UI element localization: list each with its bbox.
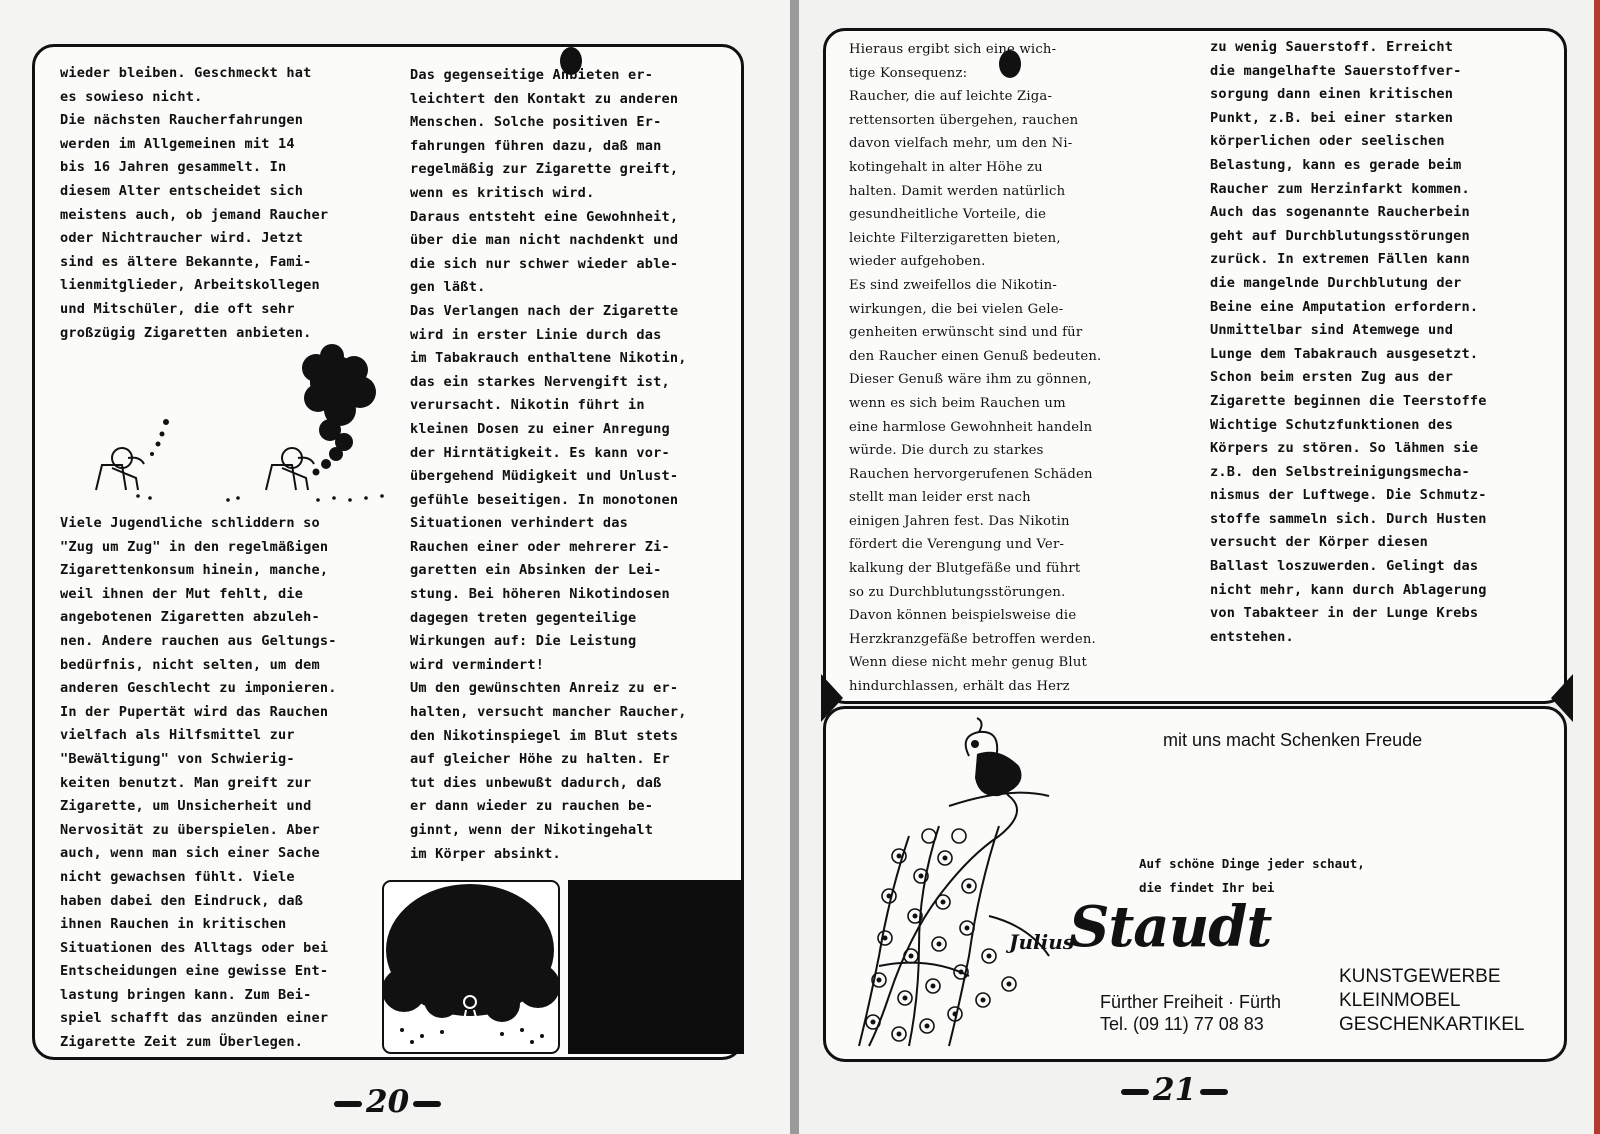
text-line: Wenn diese nicht mehr genug Blut (849, 655, 1088, 671)
left-column1-bottom (60, 512, 380, 1055)
text-line: ihnen Rauchen in kritischen (60, 916, 287, 933)
text-line: gesundheitliche Vorteile, die (849, 207, 1047, 223)
text-line: Belastung, kann es gerade beim (1210, 156, 1462, 173)
text-line: versucht der Körper diesen (1210, 534, 1428, 551)
text-line: die sich nur schwer wieder able- (410, 255, 679, 272)
logo-first-name: Julius (1009, 930, 1074, 954)
text-line: wirkungen, die bei vielen Gele- (849, 301, 1064, 317)
text-line: das ein starkes Nervengift ist, (410, 373, 670, 390)
peacock-illustration (849, 716, 1109, 1052)
text-line: wenn es kritisch wird. (410, 184, 595, 201)
text-line: angebotenen Zigaretten abzuleh- (60, 609, 320, 626)
ad-verse-line1: Auf schöne Dinge jeder schaut, (1139, 856, 1365, 871)
text-line: sorgung dann einen kritischen (1210, 86, 1454, 103)
text-line: übergehend Müdigkeit und Unlust- (410, 468, 679, 485)
text-line: davon vielfach mehr, um den Ni- (849, 136, 1073, 152)
text-line: über die man nicht nachdenkt und (410, 232, 679, 249)
text-line: von Tabakteer in der Lunge Krebs (1210, 605, 1479, 622)
text-line: Dieser Genuß wäre ihm zu gönnen, (849, 372, 1092, 388)
text-line: stoffe sammeln sich. Durch Husten (1210, 510, 1487, 527)
text-line: entstehen. (1210, 628, 1294, 645)
text-line: Wirkungen auf: Die Leistung (410, 633, 637, 650)
text-line: spiel schafft das anzünden einer (60, 1010, 329, 1027)
text-line: Körpers zu stören. So lähmen sie (1210, 440, 1479, 457)
text-line: halten. Damit werden natürlich (849, 183, 1066, 199)
text-line: geht auf Durchblutungsstörungen (1210, 227, 1470, 244)
text-line: es sowieso nicht. (60, 88, 203, 105)
text-line: wird in erster Linie durch das (410, 326, 662, 343)
staudt-logo (1009, 894, 1299, 976)
text-line: meistens auch, ob jemand Raucher (60, 206, 329, 223)
text-line: kleinen Dosen zu einer Anregung (410, 420, 670, 437)
text-line: Entscheidungen eine gewisse Ent- (60, 963, 329, 980)
right-column2 (1210, 36, 1560, 649)
text-line: bis 16 Jahren gesammelt. In (60, 159, 287, 176)
text-line: "Zug um Zug" in den regelmäßigen (60, 538, 329, 555)
text-line: z.B. den Selbstreinigungsmecha- (1210, 463, 1470, 480)
left-page (0, 0, 790, 1134)
text-line: Zigarette, um Unsicherheit und (60, 798, 312, 815)
text-line: auf gleicher Höhe zu halten. Er (410, 751, 670, 768)
text-line: Situationen des Alltags oder bei (60, 939, 329, 956)
page-number-right (1117, 1072, 1232, 1108)
dash-icon (1121, 1089, 1149, 1095)
text-line: leichtert den Kontakt zu anderen (410, 90, 679, 107)
text-line: nicht mehr, kann durch Ablagerung (1210, 581, 1487, 598)
left-column1-top (60, 62, 380, 345)
text-line: den Nikotinspiegel im Blut stets (410, 727, 679, 744)
text-line: wird vermindert! (410, 656, 545, 673)
text-line: wieder aufgehoben. (849, 254, 986, 270)
text-line: Es sind zweifellos die Nikotin- (849, 277, 1057, 293)
text-line: verursacht. Nikotin führt in (410, 397, 645, 414)
dash-icon (334, 1101, 362, 1107)
ad-category-1: KUNSTGEWERBE (1339, 966, 1501, 987)
text-line: Rauchen einer oder mehrerer Zi- (410, 538, 670, 555)
right-page (799, 0, 1600, 1134)
text-line: nen. Andere rauchen aus Geltungs- (60, 632, 337, 649)
text-line: nicht gewachsen fühlt. Viele (60, 868, 295, 885)
text-line: im Körper absinkt. (410, 845, 561, 862)
smoker-cartoon (78, 340, 398, 510)
text-line: körperlichen oder seelischen (1210, 133, 1445, 150)
page-number-text: 20 (366, 1084, 410, 1120)
ad-address: Fürther Freiheit · Fürth (1100, 992, 1282, 1012)
text-line: Punkt, z.B. bei einer starken (1210, 109, 1454, 126)
text-line: Rauchen hervorgerufenen Schäden (849, 466, 1093, 482)
text-line: keiten benutzt. Man greift zur (60, 774, 312, 791)
text-line: Davon können beispielsweise die (849, 608, 1077, 624)
text-line: rettensorten übergehen, rauchen (849, 112, 1079, 128)
left-column2 (410, 64, 740, 866)
text-line: hindurchlassen, erhält das Herz (849, 679, 1070, 695)
text-line: Situationen verhindert das (410, 515, 628, 532)
text-line: würde. Die durch zu starkes (849, 443, 1044, 459)
tree-cartoon (382, 880, 560, 1054)
text-line: Hieraus ergibt sich eine wich- (849, 42, 1057, 57)
text-line: bedürfnis, nicht selten, um dem (60, 656, 320, 673)
text-line: Raucher, die auf leichte Ziga- (849, 89, 1053, 105)
text-line: eine harmlose Gewohnheit handeln (849, 419, 1093, 435)
text-line: anderen Geschlecht zu imponieren. (60, 680, 337, 697)
text-line: halten, versucht mancher Raucher, (410, 704, 687, 721)
text-line: die mangelnde Durchblutung der (1210, 274, 1462, 291)
text-line: haben dabei den Eindruck, daß (60, 892, 304, 909)
text-line: dagegen treten gegenteilige (410, 609, 637, 626)
text-line: Zigarette Zeit zum Überlegen. (60, 1034, 304, 1051)
text-line: Zigarette beginnen die Teerstoffe (1210, 392, 1487, 409)
text-line: Daraus entsteht eine Gewohnheit, (410, 208, 679, 225)
ad-slogan: mit uns macht Schenken Freude (1163, 730, 1423, 750)
ad-verse-line2: die findet Ihr bei (1139, 880, 1275, 895)
text-line: Viele Jugendliche schliddern so (60, 515, 320, 531)
text-line: im Tabakrauch enthaltene Nikotin, (410, 350, 687, 367)
text-line: oder Nichtraucher wird. Jetzt (60, 230, 304, 247)
ad-category-2: KLEINMOBEL (1339, 990, 1461, 1011)
text-line: Raucher zum Herzinfarkt kommen. (1210, 180, 1470, 197)
text-line: einigen Jahren fest. Das Nikotin (849, 513, 1070, 529)
text-line: so zu Durchblutungsstörungen. (849, 584, 1066, 600)
text-line: ginnt, wenn der Nikotingehalt (410, 822, 654, 838)
ad-phone: Tel. (09 11) 77 08 83 (1100, 1014, 1264, 1034)
black-box-graphic (568, 880, 744, 1054)
text-line: Lunge dem Tabakrauch ausgesetzt. (1210, 345, 1479, 362)
text-line: Das gegenseitige Anbieten er- (410, 67, 654, 83)
text-line: garetten ein Absinken der Lei- (410, 562, 662, 579)
text-line: Schon beim ersten Zug aus der (1210, 369, 1454, 386)
text-line: vielfach als Hilfsmittel zur (60, 727, 295, 744)
dash-icon (413, 1101, 441, 1107)
page-edge-red (1594, 0, 1600, 1134)
text-line: zurück. In extremen Fällen kann (1210, 251, 1470, 268)
page-number-left (330, 1084, 445, 1120)
text-line: Ballast loszuwerden. Gelingt das (1210, 558, 1479, 575)
text-line: den Raucher einen Genuß bedeuten. (849, 348, 1102, 364)
text-line: Herzkranzgefäße betroffen werden. (849, 631, 1096, 647)
text-line: Die nächsten Raucherfahrungen (60, 112, 304, 129)
text-line: genheiten erwünscht sind und für (849, 325, 1083, 341)
text-line: Beine eine Amputation erfordern. (1210, 298, 1479, 315)
text-line: kalkung der Blutgefäße und führt (849, 561, 1081, 577)
text-line: tut dies unbewußt dadurch, daß (410, 774, 662, 791)
text-line: Zigarettenkonsum hinein, manche, (60, 562, 329, 579)
text-line: In der Pupertät wird das Rauchen (60, 703, 329, 720)
text-line: Unmittelbar sind Atemwege und (1210, 322, 1454, 339)
book-gutter (790, 0, 799, 1134)
text-line: sind es ältere Bekannte, Fami- (60, 253, 312, 270)
right-column1 (849, 38, 1199, 699)
text-line: tige Konsequenz: (849, 65, 968, 81)
text-line: lienmitglieder, Arbeitskollegen (60, 277, 320, 294)
text-line: gefühle beseitigen. In monotonen (410, 491, 679, 508)
text-line: fahrungen führen dazu, daß man (410, 137, 662, 154)
text-line: wenn es sich beim Rauchen um (849, 395, 1066, 411)
text-line: auch, wenn man sich einer Sache (60, 845, 320, 862)
text-line: stung. Bei höheren Nikotindosen (410, 586, 670, 603)
text-line: diesem Alter entscheidet sich (60, 182, 304, 199)
text-line: Wichtige Schutzfunktionen des (1210, 416, 1454, 433)
dash-icon (1200, 1089, 1228, 1095)
ad-category-3: GESCHENKARTIKEL (1339, 1014, 1525, 1035)
text-line: weil ihnen der Mut fehlt, die (60, 585, 304, 602)
page-number-text: 21 (1153, 1072, 1197, 1108)
text-line: zu wenig Sauerstoff. Erreicht (1210, 39, 1454, 55)
text-line: "Bewältigung" von Schwierig- (60, 750, 295, 767)
text-line: die mangelhafte Sauerstoffver- (1210, 62, 1462, 79)
text-line: er dann wieder zu rauchen be- (410, 798, 654, 815)
text-line: lastung bringen kann. Zum Bei- (60, 986, 312, 1003)
text-line: kotingehalt in alter Höhe zu (849, 159, 1043, 175)
logo-last-name: Staudt (1069, 894, 1272, 960)
text-line: nismus der Luftwege. Die Schmutz- (1210, 487, 1487, 504)
text-line: großzügig Zigaretten anbieten. (60, 324, 312, 341)
text-line: werden im Allgemeinen mit 14 (60, 135, 295, 152)
text-line: Nervosität zu überspielen. Aber (60, 821, 320, 838)
text-line: Menschen. Solche positiven Er- (410, 114, 662, 131)
text-line: und Mitschüler, die oft sehr (60, 300, 295, 317)
text-line: Das Verlangen nach der Zigarette (410, 302, 679, 319)
text-line: wieder bleiben. Geschmeckt hat (60, 65, 312, 81)
text-line: leichte Filterzigaretten bieten, (849, 230, 1061, 246)
text-line: stellt man leider erst nach (849, 490, 1031, 506)
text-line: Um den gewünschten Anreiz zu er- (410, 680, 679, 697)
text-line: fördert die Verengung und Ver- (849, 537, 1065, 553)
text-line: der Hirntätigkeit. Es kann vor- (410, 444, 670, 461)
text-line: gen läßt. (410, 279, 486, 296)
text-line: regelmäßig zur Zigarette greift, (410, 161, 679, 178)
text-line: Auch das sogenannte Raucherbein (1210, 204, 1470, 221)
